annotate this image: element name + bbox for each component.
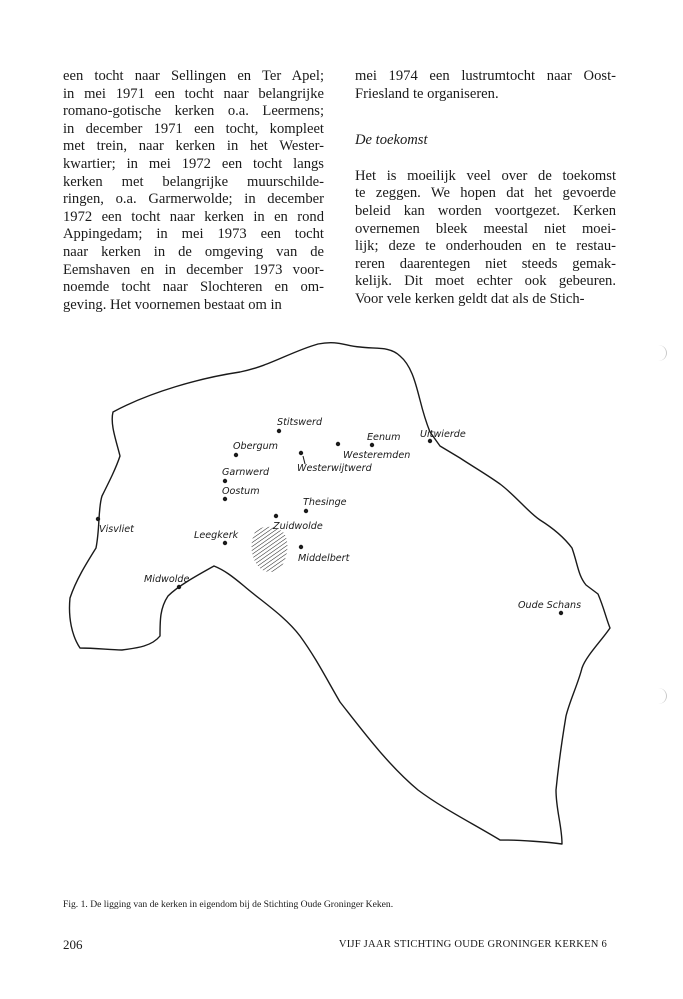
marker-eenum [370, 443, 374, 447]
body-text-line: Friesland te organiseren. [355, 85, 499, 102]
body-text-line: overnemen bleek meestal niet moei- [355, 220, 616, 237]
body-text-line: Appingedam; in mei 1973 een tocht [63, 226, 324, 243]
body-text-line: kwartier; in mei 1972 een tocht langs [63, 155, 324, 172]
body-text-line: reren daarentegen niet steeds gemak- [355, 255, 616, 272]
label-midwolde: Midwolde [144, 574, 190, 585]
label-garnwerd: Garnwerd [222, 467, 270, 478]
label-obergum: Obergum [233, 441, 279, 452]
label-stitswerd: Stitswerd [277, 417, 323, 428]
province-outline [69, 343, 610, 844]
body-text-line: een tocht naar Sellingen en Ter Apel; [63, 68, 324, 84]
margin-mark [650, 688, 667, 704]
label-visvliet: Visvliet [99, 524, 134, 535]
marker-visvliet [96, 517, 100, 521]
body-text-line: mei 1974 een lustrumtocht naar Oost- [355, 68, 616, 84]
body-text-line: Het is moeilijk veel over de toekomst [355, 167, 616, 184]
marker-zuidwolde [274, 514, 278, 518]
body-text-line: noemde tocht naar Slochteren en om- [63, 279, 324, 296]
running-head: VIJF JAAR STICHTING OUDE GRONINGER KERKEN 6 [338, 939, 607, 950]
marker-stitswerd [277, 429, 281, 433]
body-text-line: geving. Het voornemen bestaat om in [63, 296, 282, 313]
label-leegkerk: Leegkerk [194, 530, 239, 541]
figure-caption: Fig. 1. De ligging van de kerken in eigendom bij de Stichting Oude Groninger Keken. [63, 899, 394, 910]
body-text-line: Voor vele kerken geldt dat als de Stich- [355, 290, 585, 307]
body-text-line: in mei 1971 een tocht naar belangrijke [63, 85, 324, 102]
label-oude-schans: Oude Schans [518, 600, 582, 611]
marker-westeremden [336, 442, 340, 446]
label-eenum: Eenum [367, 432, 401, 443]
label-westeremden: Westeremden [343, 450, 411, 461]
label-zuidwolde: Zuidwolde [273, 521, 323, 532]
right-body-paragraph [355, 168, 616, 309]
province-map [0, 330, 683, 890]
label-thesinge: Thesinge [303, 497, 347, 508]
city-area [252, 527, 288, 572]
body-text-line: lijk; deze te onderhouden en te restau- [355, 238, 616, 255]
marker-midwolde [177, 585, 181, 589]
label-westerwijtwerd: Westerwijtwerd [297, 463, 372, 474]
body-text-line: beleid kan worden voortgezet. Kerken [355, 202, 616, 219]
page-number: 206 [63, 937, 83, 952]
body-text-line: romano-gotische kerken o.a. Leermens; [63, 103, 324, 120]
label-oostum: Oostum [222, 486, 260, 497]
body-text-line: kerken met belangrijke muurschilde- [63, 173, 324, 190]
label-middelbert: Middelbert [298, 553, 350, 564]
right-text-column [355, 68, 616, 309]
marker-westerwijtwerd [299, 451, 303, 455]
place-markers [96, 429, 563, 615]
marker-thesinge [304, 509, 308, 513]
marker-obergum [234, 453, 238, 457]
body-text-line: 1972 een tocht naar kerken in en rond [63, 208, 324, 225]
body-text-line: naar kerken in de omgeving van de [63, 243, 324, 260]
body-text-line: in december 1971 een tocht, kompleet [63, 120, 324, 137]
marker-garnwerd [223, 479, 227, 483]
body-text-line: Eemshaven en in december 1973 voor- [63, 261, 324, 278]
body-text-line: te zeggen. We hopen dat het gevoerde [355, 185, 616, 202]
marker-oostum [223, 497, 227, 501]
marker-oude-schans [559, 611, 563, 615]
right-intro-paragraph [355, 68, 616, 103]
marker-leegkerk [223, 541, 227, 545]
left-text-column [63, 68, 324, 314]
label-uitwierde: Uitwierde [420, 429, 466, 440]
body-text-line: kelijk. Dit moet echter ook gebeuren. [355, 273, 616, 290]
margin-mark [650, 345, 667, 361]
body-text-line: ringen, o.a. Garmerwolde; in december [63, 191, 324, 208]
marker-middelbert [299, 545, 303, 549]
body-text-line: met trein, naar kerken in het Wester- [63, 138, 324, 155]
section-heading: De toekomst [355, 132, 428, 149]
